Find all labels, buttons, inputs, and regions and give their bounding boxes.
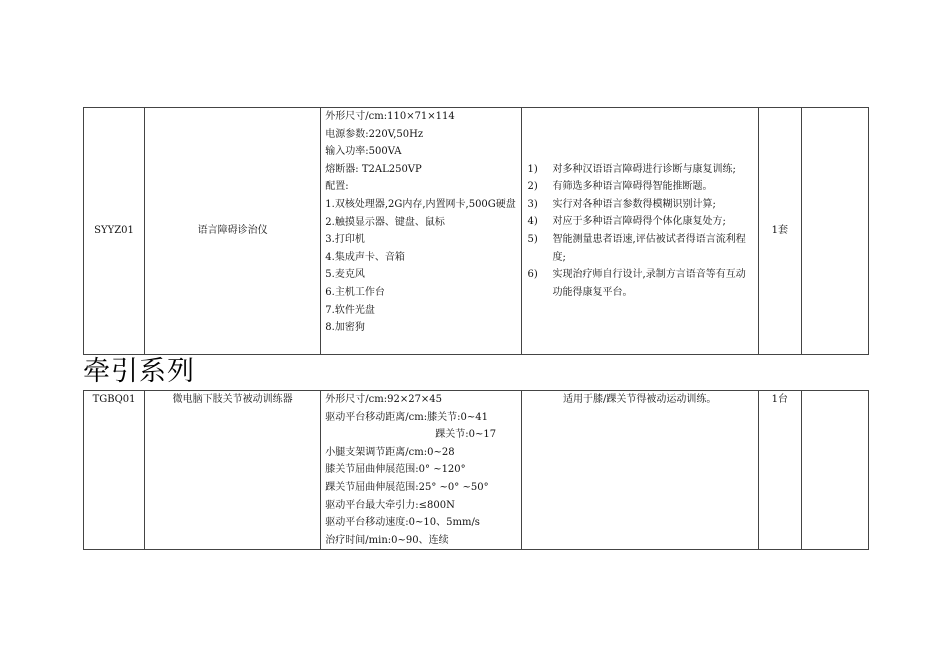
list-item	[528, 231, 758, 266]
spec-line: 驱动平台最大牵引力:≤800N	[325, 499, 455, 511]
item-text: 实行对各种语言参数得模糊识别计算;	[552, 198, 716, 210]
spec-line: 7.软件光盘	[325, 304, 375, 316]
list-item	[528, 178, 758, 196]
item-number: 2)	[527, 181, 538, 193]
spec-list	[321, 108, 521, 355]
spec-line: 输入功率:500VA	[325, 146, 402, 158]
spec-line: 驱动平台移动距离/cm:膝关节:0~41	[325, 411, 488, 423]
section-heading: 牵引系列	[83, 356, 195, 387]
spec-line: 6.主机工作台	[325, 286, 385, 298]
spec-line: 踝关节:0~17	[435, 429, 497, 441]
item-number: 5)	[527, 234, 538, 245]
spec-list	[321, 391, 521, 550]
spec-line: 电源参数:220V,50Hz	[325, 128, 424, 140]
item-text: 对应于多种语言障碍得个体化康复处方;	[552, 216, 726, 228]
spec-line: 5.麦克风	[325, 269, 365, 281]
item-text: 有筛选多种语言障碍得智能推断题。	[552, 181, 713, 193]
spec-line: 小腿支架调节距离/cm:0~28	[325, 446, 455, 458]
product-name: 微电脑下肢关节被动训练器	[145, 391, 321, 550]
list-item	[528, 266, 758, 301]
table-row	[84, 108, 869, 355]
table-row	[84, 391, 869, 550]
product-name: 语言障碍诊治仪	[145, 108, 321, 355]
quantity: 1套	[758, 108, 801, 355]
quantity: 1台	[758, 391, 801, 550]
item-number: 3)	[527, 198, 538, 210]
equipment-table-1	[83, 107, 869, 355]
item-text: 智能测量患者语速,评估被试者得语言流利程度;	[552, 234, 746, 263]
remark-cell	[801, 108, 868, 355]
spec-line: 3.打印机	[325, 234, 365, 246]
spec-line: 外形尺寸/cm:92×27×45	[325, 394, 443, 405]
spec-line: 熔断器: T2AL250VP	[325, 163, 422, 175]
list-item	[528, 161, 758, 179]
function-text: 适用于膝/踝关节得被动运动训练。	[521, 391, 758, 550]
list-item	[528, 213, 758, 231]
spec-line: 驱动平台移动速度:0~10、5mm/s	[325, 517, 480, 529]
spec-line: 配置:	[325, 181, 349, 193]
product-code: SYYZ01	[84, 108, 145, 355]
item-number: 6)	[527, 269, 538, 281]
item-text: 实现治疗师自行设计,录制方言语音等有互动功能得康复平台。	[552, 269, 746, 298]
equipment-table-2	[83, 390, 869, 550]
spec-line: 8.加密狗	[325, 322, 365, 334]
spec-line: 1.双核处理器,2G内存,内置网卡,500G硬盘	[325, 198, 516, 210]
item-text: 对多种汉语语言障碍进行诊断与康复训练;	[552, 163, 736, 175]
list-item	[528, 196, 758, 214]
product-code: TGBQ01	[84, 391, 145, 550]
item-number: 4)	[527, 216, 538, 228]
spec-line: 踝关节屈曲伸展范围:25° ~0° ~50°	[325, 481, 489, 493]
spec-line: 4.集成声卡、音箱	[325, 251, 405, 263]
spec-line: 治疗时间/min:0~90、连续	[325, 534, 449, 546]
function-list	[521, 108, 758, 355]
spec-line: 外形尺寸/cm:110×71×114	[325, 111, 455, 122]
spec-line: 2.触摸显示器、键盘、鼠标	[325, 216, 445, 228]
remark-cell	[801, 391, 868, 550]
item-number: 1)	[527, 163, 538, 175]
spec-line: 膝关节屈曲伸展范围:0° ~120°	[325, 464, 466, 476]
